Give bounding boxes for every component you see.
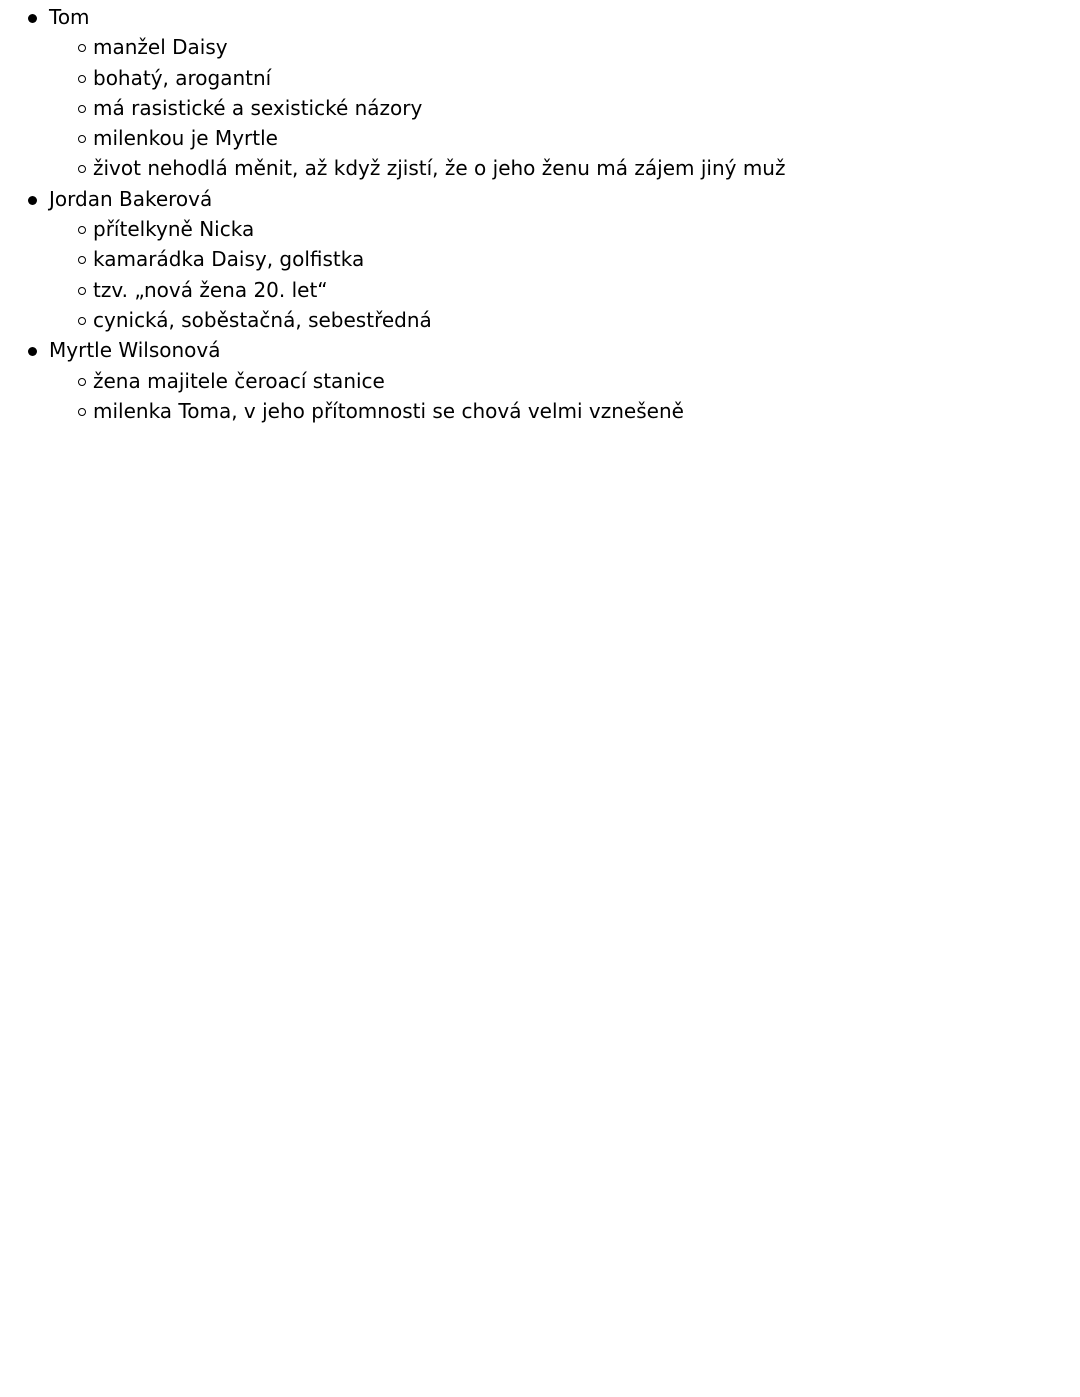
outline-item-myrtle: [0, 335, 1080, 365]
sub-item-text: žena majitele čeroací stanice: [93, 368, 385, 393]
sub-item-text: milenkou je Myrtle: [93, 126, 278, 151]
hollow-bullet-icon: [78, 75, 86, 83]
hollow-bullet-icon: [78, 165, 86, 173]
sub-item-text: cynická, soběstačná, sebestředná: [93, 307, 432, 332]
sub-item: [0, 123, 1080, 153]
filled-bullet-icon: [28, 347, 37, 356]
outline-item-label: Tom: [49, 5, 90, 29]
sub-item-text: život nehodlá měnit, až když zjistí, že o jeho ženu má zájem jiný muž: [93, 156, 786, 181]
outline-item-label: Myrtle Wilsonová: [49, 338, 221, 363]
hollow-bullet-icon: [78, 105, 86, 113]
sub-item-text: přítelkyně Nicka: [93, 217, 255, 242]
sub-item: [0, 63, 1080, 93]
hollow-bullet-icon: [78, 226, 86, 234]
outline-item-tom: [0, 2, 1080, 32]
sub-item: [0, 305, 1080, 335]
outline-item-label: Jordan Bakerová: [49, 186, 213, 211]
sub-item: [0, 153, 1080, 183]
character-outline: [0, 2, 1080, 426]
outline-item-jordan: [0, 184, 1080, 214]
sub-item: [0, 244, 1080, 274]
hollow-bullet-icon: [78, 317, 86, 325]
sub-item-text: bohatý, arogantní: [93, 65, 272, 90]
hollow-bullet-icon: [78, 256, 86, 264]
filled-bullet-icon: [28, 196, 37, 205]
sub-item-text: kamarádka Daisy, golfistka: [93, 247, 365, 272]
sub-item: [0, 32, 1080, 62]
hollow-bullet-icon: [78, 44, 86, 52]
sub-item-text: tzv. „nová žena 20. let“: [93, 277, 328, 302]
sub-item: [0, 275, 1080, 305]
sub-item: [0, 366, 1080, 396]
sub-item-text: manžel Daisy: [93, 35, 228, 60]
hollow-bullet-icon: [78, 408, 86, 416]
hollow-bullet-icon: [78, 135, 86, 143]
sub-item-text: milenka Toma, v jeho přítomnosti se chová velmi vznešeně: [93, 398, 684, 423]
sub-item-text: má rasistické a sexistické názory: [93, 95, 423, 120]
filled-bullet-icon: [28, 14, 37, 23]
sub-item: [0, 93, 1080, 123]
sub-item: [0, 396, 1080, 426]
hollow-bullet-icon: [78, 378, 86, 386]
hollow-bullet-icon: [78, 287, 86, 295]
sub-item: [0, 214, 1080, 244]
